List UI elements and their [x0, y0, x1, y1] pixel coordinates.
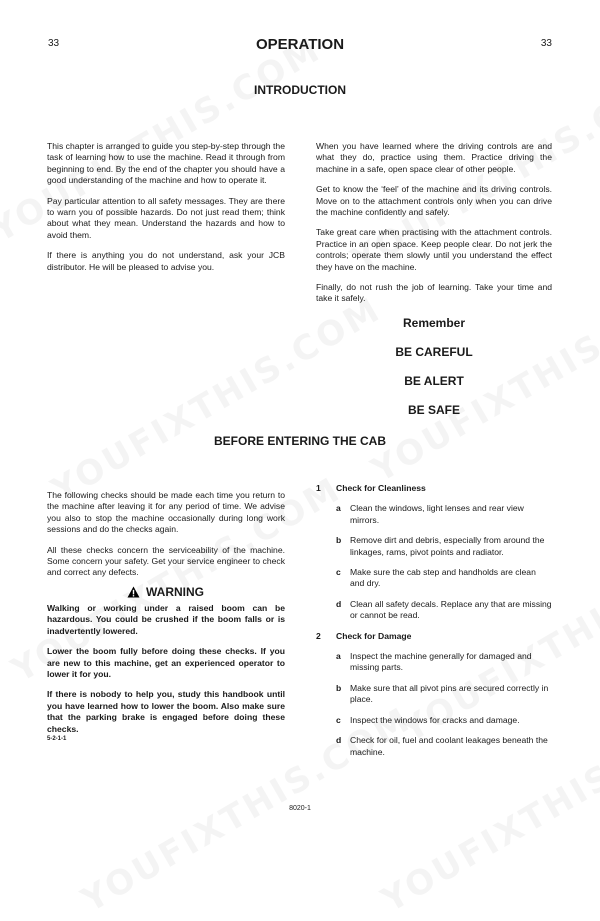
checks-list	[316, 483, 552, 767]
warning-title	[127, 585, 285, 599]
warning-box	[47, 585, 285, 742]
page-title: OPERATION	[255, 36, 345, 53]
cab-paragraph: The following checks should be made each time you return to the machine after leaving it for any period of time. We advise you also to stop the machine occasionally during long work sessions and do the checks again.	[47, 490, 285, 535]
intro-heading: INTRODUCTION	[254, 83, 346, 97]
intro-paragraph: Finally, do not rush the job of learning. Take your time and take it safely.	[316, 282, 552, 304]
warning-label: WARNING	[146, 585, 204, 599]
page-number-left: 33	[48, 38, 60, 49]
cab-left-column	[47, 490, 285, 588]
remember-heading: Remember	[402, 316, 466, 330]
intro-right-column	[316, 141, 552, 314]
intro-left-column	[47, 141, 285, 282]
list-item: d Check for oil, fuel and coolant leakages beneath the machine.	[336, 735, 548, 757]
warning-paragraph: Lower the boom fully before doing these checks. If you are new to this machine, get an experienced operator to lower it for you.	[47, 646, 285, 680]
list-item: b Remove dirt and debris, especially from around the linkages, rams, pivot points and radiator.	[336, 535, 545, 557]
section-heading: 2 Check for Damage	[316, 630, 412, 641]
list-item: c Make sure the cab step and handholds are clean and dry.	[336, 567, 536, 589]
warning-paragraph: If there is nobody to help you, study this handbook until you have learned how to lower the boom. Also make sure that the parking brake is engaged before doing these checks.	[47, 689, 285, 734]
warning-body	[47, 603, 285, 735]
section-heading: 1 Check for Cleanliness	[316, 483, 426, 493]
remember-line: BE CAREFUL	[395, 345, 473, 359]
cab-heading: BEFORE ENTERING THE CAB	[213, 434, 386, 448]
remember-line: BE SAFE	[407, 403, 460, 417]
warning-paragraph: Walking or working under a raised boom can be hazardous. You could be crushed if the boom falls or is inadvertently lowered.	[47, 603, 285, 636]
intro-paragraph: When you have learned where the driving controls are and what they do, practice using them. Practice driving the machine in a safe, open space clear of other people.	[316, 141, 552, 174]
intro-paragraph: If there is anything you do not understand, ask your JCB distributor. He will be pleased to advise you.	[47, 250, 285, 272]
intro-paragraph: Take great care when practising with the attachment controls. Practice in an open space. Keep people clear. Do not jerk the controls; operate them slowly until you understand the effect they have on the machine.	[316, 227, 552, 272]
list-item: b Make sure that all pivot pins are secured correctly in place.	[336, 682, 549, 705]
list-item: c Inspect the windows for cracks and damage.	[336, 714, 520, 725]
page-number-right: 33	[540, 38, 552, 49]
remember-line: BE ALERT	[404, 374, 464, 388]
list-item: d Clean all safety decals. Replace any that are missing or cannot be read.	[336, 598, 552, 621]
list-item: a Clean the windows, light lenses and rear view mirrors.	[336, 503, 524, 525]
list-item: a Inspect the machine generally for damaged and missing parts.	[336, 651, 532, 673]
warning-triangle-icon	[127, 586, 140, 598]
intro-paragraph: Pay particular attention to all safety messages. They are there to warn you of possible hazards. Do not just read them; think about what they mean. Understand the hazards and how to avoid them.	[47, 195, 285, 240]
warning-reference-code: 5-2-1-1	[47, 736, 67, 743]
intro-paragraph: Get to know the ‘feel’ of the machine and its driving controls. Move on to the attachment controls only when you can drive the machine confidently and safely.	[316, 184, 552, 218]
cab-paragraph: All these checks concern the serviceability of the machine. Some concern your safety. Get your service engineer to check and correct any defects.	[47, 544, 285, 578]
intro-paragraph: This chapter is arranged to guide you step-by-step through the task of learning how to use the machine. Read it through from beginning to end. By the end of the chapter you should have a good understanding of the machine and how to operate it.	[47, 141, 285, 186]
footer-code: 8020-1	[289, 805, 311, 812]
